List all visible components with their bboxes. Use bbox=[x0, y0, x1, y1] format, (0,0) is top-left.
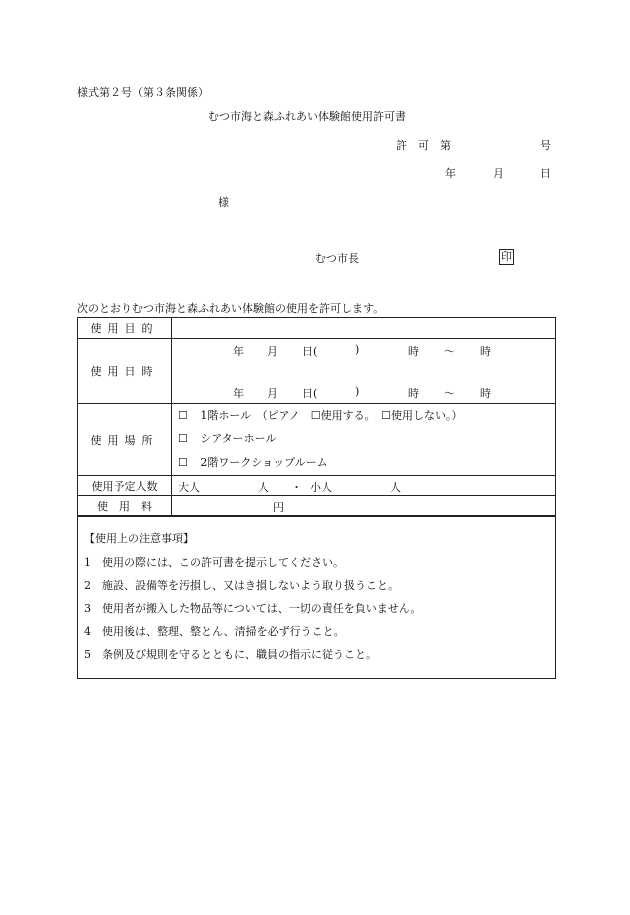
dt1-hour2: 時 bbox=[480, 345, 491, 358]
dt2-hour2: 時 bbox=[480, 387, 491, 400]
purpose-label: 使用目的 bbox=[78, 318, 172, 339]
table-row-fee bbox=[78, 496, 556, 516]
note-item-5: 5 条例及び規則を守るとともに、職員の指示に従うこと。 bbox=[84, 648, 377, 661]
checkbox-icon[interactable]: ☐ bbox=[178, 432, 188, 445]
adult-label: 大人 bbox=[178, 480, 200, 494]
dt2-tilde: 〜 bbox=[444, 387, 455, 400]
date-day: 日 bbox=[540, 167, 551, 180]
place-option-workshop-label: 2階ワークショップルーム bbox=[200, 456, 328, 469]
dt1-tilde: 〜 bbox=[444, 345, 455, 358]
dt1-day: 日( bbox=[302, 345, 318, 358]
note-item-3: 3 使用者が搬入した物品等については、一切の責任を負いません。 bbox=[84, 602, 422, 615]
dt2-dayclose: ) bbox=[355, 385, 360, 398]
note-item-4: 4 使用後は、整理、整とん、清掃を必ず行うこと。 bbox=[84, 625, 345, 638]
date-month: 月 bbox=[493, 167, 504, 180]
document-title: むつ市海と森ふれあい体験館使用許可書 bbox=[208, 110, 406, 123]
dt2-hour: 時 bbox=[408, 387, 419, 400]
seal-mark bbox=[499, 249, 514, 265]
dt1-year: 年 bbox=[233, 345, 244, 358]
checkbox-icon[interactable]: ☐ bbox=[178, 456, 188, 469]
place-value bbox=[172, 404, 556, 476]
adult-unit: 人 bbox=[258, 480, 269, 494]
fee-value bbox=[172, 496, 556, 516]
form-number: 様式第２号（第３条関係） bbox=[77, 86, 209, 99]
checkbox-icon[interactable]: ☐ bbox=[178, 409, 188, 422]
table-row-datetime bbox=[78, 339, 556, 404]
table-row-place bbox=[78, 404, 556, 476]
dt1-month: 月 bbox=[267, 345, 278, 358]
note-item-1: 1 使用の際には、この許可書を提示してください。 bbox=[84, 556, 344, 569]
permit-number-label: 許 可 第 bbox=[396, 139, 451, 152]
notes-title: 【使用上の注意事項】 bbox=[84, 532, 194, 545]
dt1-hour: 時 bbox=[408, 345, 419, 358]
child-unit: 人 bbox=[390, 480, 401, 494]
permit-number-suffix: 号 bbox=[540, 139, 551, 152]
note-item-2: 2 施設、設備等を汚損し、又はき損しないよう取り扱うこと。 bbox=[84, 579, 399, 592]
dt2-month: 月 bbox=[267, 387, 278, 400]
seal-text: 印 bbox=[501, 250, 512, 263]
place-option-hall[interactable] bbox=[178, 407, 463, 423]
place-option-theater[interactable] bbox=[178, 430, 276, 446]
datetime-value bbox=[172, 339, 556, 404]
place-option-theater-label: シアターホール bbox=[200, 432, 277, 445]
datetime-label: 使用日時 bbox=[78, 339, 172, 404]
fee-unit: 円 bbox=[273, 500, 284, 514]
intro-sentence: 次のとおりむつ市海と森ふれあい体験館の使用を許可します。 bbox=[77, 302, 385, 315]
fee-label: 使 用 料 bbox=[78, 496, 172, 516]
dt2-day: 日( bbox=[302, 387, 318, 400]
place-label: 使用場所 bbox=[78, 404, 172, 476]
place-option-workshop[interactable] bbox=[178, 454, 328, 470]
issuer-name: むつ市長 bbox=[315, 252, 359, 265]
purpose-value bbox=[172, 318, 556, 339]
headcount-separator: ・ bbox=[291, 480, 302, 494]
dt2-year: 年 bbox=[233, 387, 244, 400]
date-year: 年 bbox=[445, 167, 456, 180]
dt1-dayclose: ) bbox=[355, 343, 360, 356]
place-option-hall-label: 1階ホール （ピアノ ☐使用する。 ☐使用しない。） bbox=[200, 409, 463, 422]
permit-table bbox=[77, 317, 556, 516]
headcount-label: 使用予定人数 bbox=[78, 476, 172, 496]
headcount-value bbox=[172, 476, 556, 496]
table-row-purpose bbox=[78, 318, 556, 339]
recipient-suffix: 様 bbox=[218, 196, 229, 209]
child-label: 小人 bbox=[310, 480, 332, 494]
table-row-headcount bbox=[78, 476, 556, 496]
usage-notes-box bbox=[77, 515, 556, 679]
